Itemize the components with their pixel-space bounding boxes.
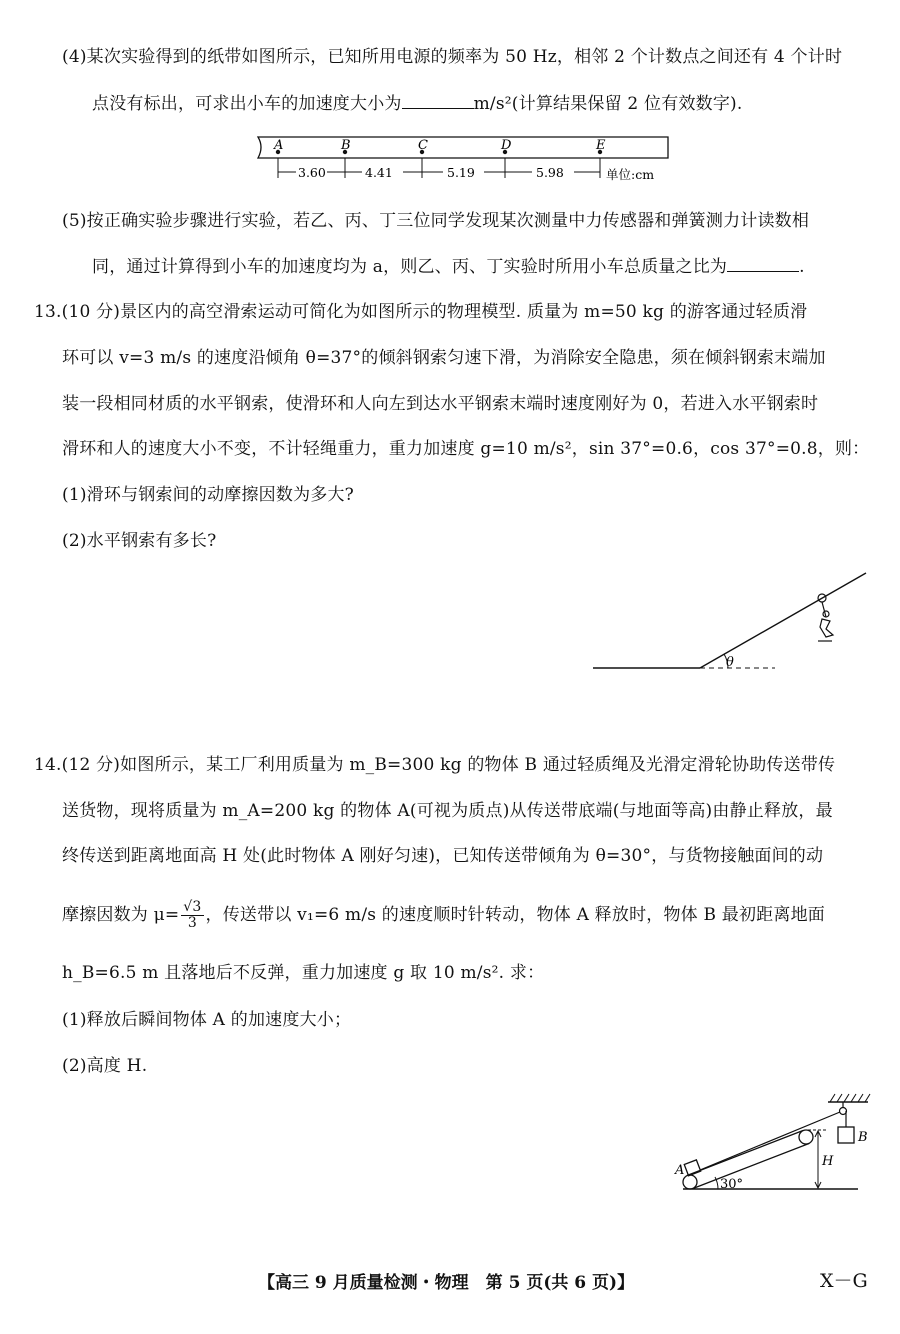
tape-unit: 单位:cm [606,167,655,182]
tape-distance-de: 5.98 [536,165,564,180]
q12-part4-line2 [92,92,743,115]
tape-label-a: A [274,138,284,153]
q14-line1: 14.(12 分)如图所示，某工厂利用质量为 m_B=300 kg 的物体 B 通过轻质绳及光滑定滑轮协助传送带传 [34,755,836,775]
q14-line3: 终传送到距离地面高 H 处(此时物体 A 刚好匀速)，已知传送带倾角为 θ=30°，与货物接触面间的动 [62,846,824,866]
angle-30-label: 30° [720,1177,744,1192]
block-b [838,1127,854,1143]
q14-line4 [62,900,825,931]
height-h-label: H [822,1154,834,1169]
paper-code: X－G [820,1270,868,1292]
tape-distance-ab: 3.60 [298,165,326,180]
block-a-label: A [675,1163,685,1178]
tape-label-e: E [596,138,606,153]
q13-line3: 装一段相同材质的水平钢索，使滑环和人向左到达水平钢索末端时速度刚好为 0，若进入水平钢索时 [62,394,819,414]
mu-fraction-numerator: √3 [183,899,202,915]
angle-theta-label: θ [726,655,734,670]
mu-fraction [181,900,203,931]
inclined-cable [700,573,866,668]
tape-distance-bc: 4.41 [365,165,393,180]
answer-blank-mass-ratio [727,255,799,272]
mu-fraction-denominator: 3 [187,915,197,931]
tape-label-c: C [418,138,428,153]
tape-label-d: D [501,138,512,153]
tape-distance-cd: 5.19 [447,165,475,180]
belt-roller-top [799,1130,813,1144]
q12-part5-line2: 同，通过计算得到小车的加速度均为 a，则乙、丙、丁实验时所用小车总质量之比为 . [92,257,805,277]
block-b-label: B [858,1130,868,1145]
page-footer: 【高三 9 月质量检测・物理 第 5 页(共 6 页)】 [258,1273,635,1293]
q12-part4-line1: (4)某次实验得到的纸带如图所示，已知所用电源的频率为 50 Hz，相邻 2 个计数点之间还有 4 个计时 [62,47,843,67]
rider-icon [818,594,833,641]
q14-line2: 送货物，现将质量为 m_A=200 kg 的物体 A(可视为质点)从传送带底端(与地面等高)由静止释放，最 [62,801,833,821]
q13-sub1: (1)滑环与钢索间的动摩擦因数为多大? [62,485,354,505]
q13-line2: 环可以 v=3 m/s 的速度沿倾角 θ=37°的倾斜钢索匀速下滑，为消除安全隐患，须在倾斜钢索末端加 [62,348,826,368]
conveyor-figure [0,1090,900,1200]
zipline-figure [0,565,900,675]
q14-sub1: (1)释放后瞬间物体 A 的加速度大小； [62,1010,352,1030]
q13-line4: 滑环和人的速度大小不变，不计轻绳重力，重力加速度 g=10 m/s²，sin 37°=0.6，cos 37°=0.8，则： [62,439,870,459]
q13-sub2: (2)水平钢索有多长? [62,531,217,551]
belt-roller-bottom [683,1175,697,1189]
q14-line4-text-b: ，传送带以 v₁=6 m/s 的速度顺时针转动，物体 A 释放时，物体 B 最初距离地面 [205,905,825,925]
q12-part4-text-b: m/s²(计算结果保留 2 位有效数字). [473,94,743,114]
q12-part5-line1: (5)按正确实验步骤进行实验，若乙、丙、丁三位同学发现某次测量中力传感器和弹簧测力计读数相 [62,211,810,231]
q14-line5: h_B=6.5 m 且落地后不反弹，重力加速度 g 取 10 m/s². 求： [62,963,545,983]
q14-sub2: (2)高度 H. [62,1056,148,1076]
q12-part5-text: 同，通过计算得到小车的加速度均为 a，则乙、丙、丁实验时所用小车总质量之比为 [92,257,728,277]
paper-tape-figure [0,130,900,190]
q13-line1: 13.(10 分)景区内的高空滑索运动可简化为如图所示的物理模型. 质量为 m=50 kg 的游客通过轻质滑 [34,302,808,322]
tape-label-b: B [341,138,351,153]
answer-blank-acceleration [402,92,474,109]
q12-part4-text-a: 点没有标出，可求出小车的加速度大小为 [92,94,402,114]
q14-line4-text-a: 摩擦因数为 μ= [62,905,180,925]
